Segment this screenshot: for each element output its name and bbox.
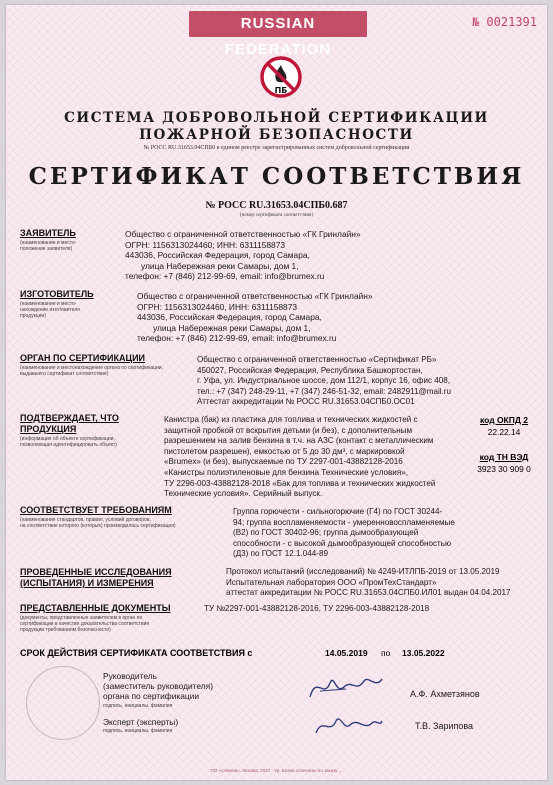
applicant-details — [125, 229, 361, 282]
footer-print-info: ПО «Семена», Москва, 2017 · Ур. Бланк отпечатан по заказу ... — [210, 768, 343, 773]
product-line: разрешением на залив бензина в т.ч. на АЗС (контакт с металлическим — [164, 436, 434, 446]
serial-number: № 0021391 — [471, 15, 537, 29]
product-line: ТУ 2296-003-43882128-2018 «Бак для топлива и технических жидкостей — [164, 478, 436, 488]
expert-signature — [310, 709, 386, 743]
product-line: Технические условия». Серийный выпуск. — [164, 489, 323, 499]
applicant-line: 443036, Российская Федерация, город Самара, — [125, 250, 310, 261]
head-name: А.Ф. Ахметзянов — [410, 689, 480, 699]
manufacturer-sub-line: нахождение изготовителя — [20, 307, 80, 313]
certification-body-line: тел.: +7 (347) 248-29-11, +7 (347) 246-51-32, email: 2482911@mail.ru — [197, 386, 451, 396]
product-label-line: ПОДТВЕРЖДАЕТ, ЧТО — [20, 413, 119, 423]
certification-body-sub-line: выдавшего сертификат соответствия) — [20, 371, 109, 377]
applicant-sub-line: (наименование и место- — [20, 240, 77, 246]
applicant-sub — [20, 240, 76, 252]
requirements-sub — [20, 517, 176, 529]
certification-body-line: г. Уфа, ул. Индустриальное шоссе, дом 112/1, корпус 16, офис 408, — [197, 376, 451, 386]
product-sub-line: (информация об объекте сертификации, — [20, 436, 115, 442]
expert-name: Т.В. Зарипова — [415, 721, 474, 731]
manufacturer-line: Общество с ограниченной ответственностью «ГК Гринлайн» — [137, 291, 373, 301]
expert-title: Эксперт (эксперты) — [103, 717, 179, 727]
requirements-line: Группа горючести - сильногорючие (Г4) по ГОСТ 30244- — [233, 507, 443, 516]
country-banner: RUSSIAN FEDERATION — [189, 11, 367, 37]
documents-sub — [20, 615, 149, 633]
requirements-line: способности - с высокой дымообразующей способностью — [233, 538, 452, 548]
certification-body-label: ОРГАН ПО СЕРТИФИКАЦИИ — [20, 353, 146, 363]
head-signature — [306, 669, 386, 705]
tests-label — [20, 567, 172, 589]
product-label — [20, 413, 119, 435]
validity-label: СРОК ДЕЙСТВИЯ СЕРТИФИКАТА СООТВЕТСТВИЯ с — [20, 648, 253, 658]
certificate-title: СЕРТИФИКАТ СООТВЕТСТВИЯ — [28, 163, 525, 190]
okpd-label: код ОКПД 2 — [479, 415, 529, 425]
validity-from: 14.05.2019 — [325, 648, 368, 658]
logo-text: ПБ — [274, 86, 288, 95]
documents-line: ТУ №2297-001-43882128-2016, ТУ 2296-003-43882128-2018 — [204, 604, 430, 613]
certification-body-line: Общество с ограниченной ответственностью «Сертификат РБ» — [197, 355, 437, 364]
tests-label-line: (ИСПЫТАНИЯ) И ИЗМЕРЕНИЯ — [20, 578, 154, 588]
product-line: «Brumex» (и без), выпускаемые по ТУ 2297-001-43882128-2016 — [164, 457, 403, 467]
manufacturer-label: ИЗГОТОВИТЕЛЬ — [20, 289, 94, 299]
product-sub — [20, 436, 117, 448]
registry-note: № РОСС RU.31653.04СПБ0 в едином реестре зарегистрированных систем добровольной сертификации — [143, 145, 410, 151]
requirements-details — [233, 507, 455, 560]
applicant-line: телефон: +7 (846) 212-99-69, email: info@brumex.ru — [125, 271, 325, 282]
system-title — [6, 110, 547, 144]
requirements-line: (Д3) по ГОСТ 12.1.044-89 — [233, 549, 328, 559]
documents-sub-line: сертификации в качестве доказательства соответствия — [20, 621, 150, 627]
certification-body-details — [197, 355, 451, 408]
applicant-sub-line: положение заявителя) — [20, 246, 73, 252]
manufacturer-sub — [20, 301, 80, 319]
tests-line: Испытательная лаборатория ООО «ПромТехСтандарт» — [226, 577, 437, 587]
expert-signature-hint: подпись, инициалы, фамилия — [103, 728, 173, 734]
product-sub-line: позволяющая идентифицировать объект) — [20, 442, 117, 448]
requirements-sub-line: на соответствие которого (которых) производилась сертификация) — [20, 523, 176, 529]
certificate-number-note: (номер сертификата соответствия) — [239, 213, 314, 218]
tnved-label: код ТН ВЭД — [479, 452, 529, 462]
system-title-line2: ПОЖАРНОЙ БЕЗОПАСНОСТИ — [139, 127, 414, 143]
manufacturer-line: телефон: +7 (846) 212-99-69, email: info@brumex.ru — [137, 333, 337, 344]
product-description — [164, 415, 435, 500]
head-signature-hint: подпись, инициалы, фамилия — [103, 703, 173, 709]
tnved-code — [466, 452, 542, 474]
applicant-label: ЗАЯВИТЕЛЬ — [20, 228, 76, 238]
requirements-label: СООТВЕТСТВУЕТ ТРЕБОВАНИЯМ — [20, 505, 172, 515]
tests-line: Протокол испытаний (исследований) № 4249-ИТЛПБ-2019 от 13.05.2019 — [226, 567, 500, 576]
okpd-code — [466, 415, 542, 437]
head-signatory-title — [103, 671, 213, 701]
validity-to: 13.05.2022 — [402, 648, 445, 658]
documents-sub-line: (документы, представленные заявителем в орган по — [20, 615, 143, 621]
product-line: Канистра (бак) из пластика для топлива и технических жидкостей с — [164, 415, 418, 424]
applicant-line: ОГРН: 1156313024460; ИНН: 6311158873 — [125, 239, 286, 250]
manufacturer-sub-line: продукции) — [20, 313, 46, 319]
tests-details — [226, 567, 511, 599]
certificate-number: № РОСС RU.31653.04СПБ0.687 — [205, 200, 348, 211]
applicant-line: улица Набережная реки Самары, дом 1, — [141, 260, 299, 271]
manufacturer-details — [137, 291, 373, 344]
certificate-sheet — [6, 5, 547, 780]
certification-body-sub — [20, 365, 163, 377]
certification-body-line: 450027, Российская Федерация, Республика Башкортостан, — [197, 365, 423, 375]
tests-line: аттестат аккредитации № РОСС RU.31653.04СПБ0.ИЛ01 выдан 04.04.2017 — [226, 588, 511, 598]
requirements-line: 94; группа воспламеняемости - умеренновоспламеняемые — [233, 517, 455, 527]
head-title-line: органа по сертификации — [103, 691, 200, 701]
documents-details — [204, 604, 429, 615]
head-title-line: Руководитель — [103, 671, 157, 681]
system-title-line1: СИСТЕМА ДОБРОВОЛЬНОЙ СЕРТИФИКАЦИИ — [64, 110, 489, 126]
requirements-line: (В2) по ГОСТ 30402-96; группа дымообразующей — [233, 528, 419, 538]
tnved-value: 3923 30 909 0 — [477, 464, 531, 474]
manufacturer-line: улица Набережная реки Самары, дом 1, — [153, 322, 311, 333]
head-title-line: (заместитель руководителя) — [103, 681, 213, 691]
applicant-line: Общество с ограниченной ответственностью «ГК Гринлайн» — [125, 229, 361, 239]
product-line: пистолетом разрешен), емкостью от 5 до 30 дм³, с маркировкой — [164, 446, 405, 456]
certification-body-line: Аттестат аккредитации № РОСС RU.31653.04СПБ0.ОС01 — [197, 397, 415, 407]
requirements-sub-line: (наименование стандартов, правил, условий договоров, — [20, 517, 151, 523]
validity-to-word: по — [381, 648, 391, 658]
fire-safety-logo-icon — [257, 55, 305, 105]
product-label-line: ПРОДУКЦИЯ — [20, 424, 77, 434]
manufacturer-line: ОГРН: 1156313024460, ИНН: 6311158873 — [137, 301, 298, 312]
seal-stamp — [26, 666, 100, 740]
certification-body-sub-line: (наименование и местонахождение органа по сертификации, — [20, 365, 163, 371]
documents-label: ПРЕДСТАВЛЕННЫЕ ДОКУМЕНТЫ — [20, 603, 171, 613]
documents-sub-line: продукции требованиям безопасности) — [20, 627, 111, 633]
manufacturer-sub-line: (наименование и место- — [20, 301, 77, 307]
manufacturer-line: 443036, Российская Федерация, город Самара, — [137, 312, 322, 323]
okpd-value: 22.22.14 — [487, 427, 521, 437]
product-line: «Канистры полиэтиленовые для бензина Технические условия», — [164, 467, 408, 477]
tests-label-line: ПРОВЕДЕННЫЕ ИССЛЕДОВАНИЯ — [20, 567, 172, 577]
product-line: защитной пробкой от вскрытия детьми (и без), с дополнительным — [164, 425, 413, 435]
